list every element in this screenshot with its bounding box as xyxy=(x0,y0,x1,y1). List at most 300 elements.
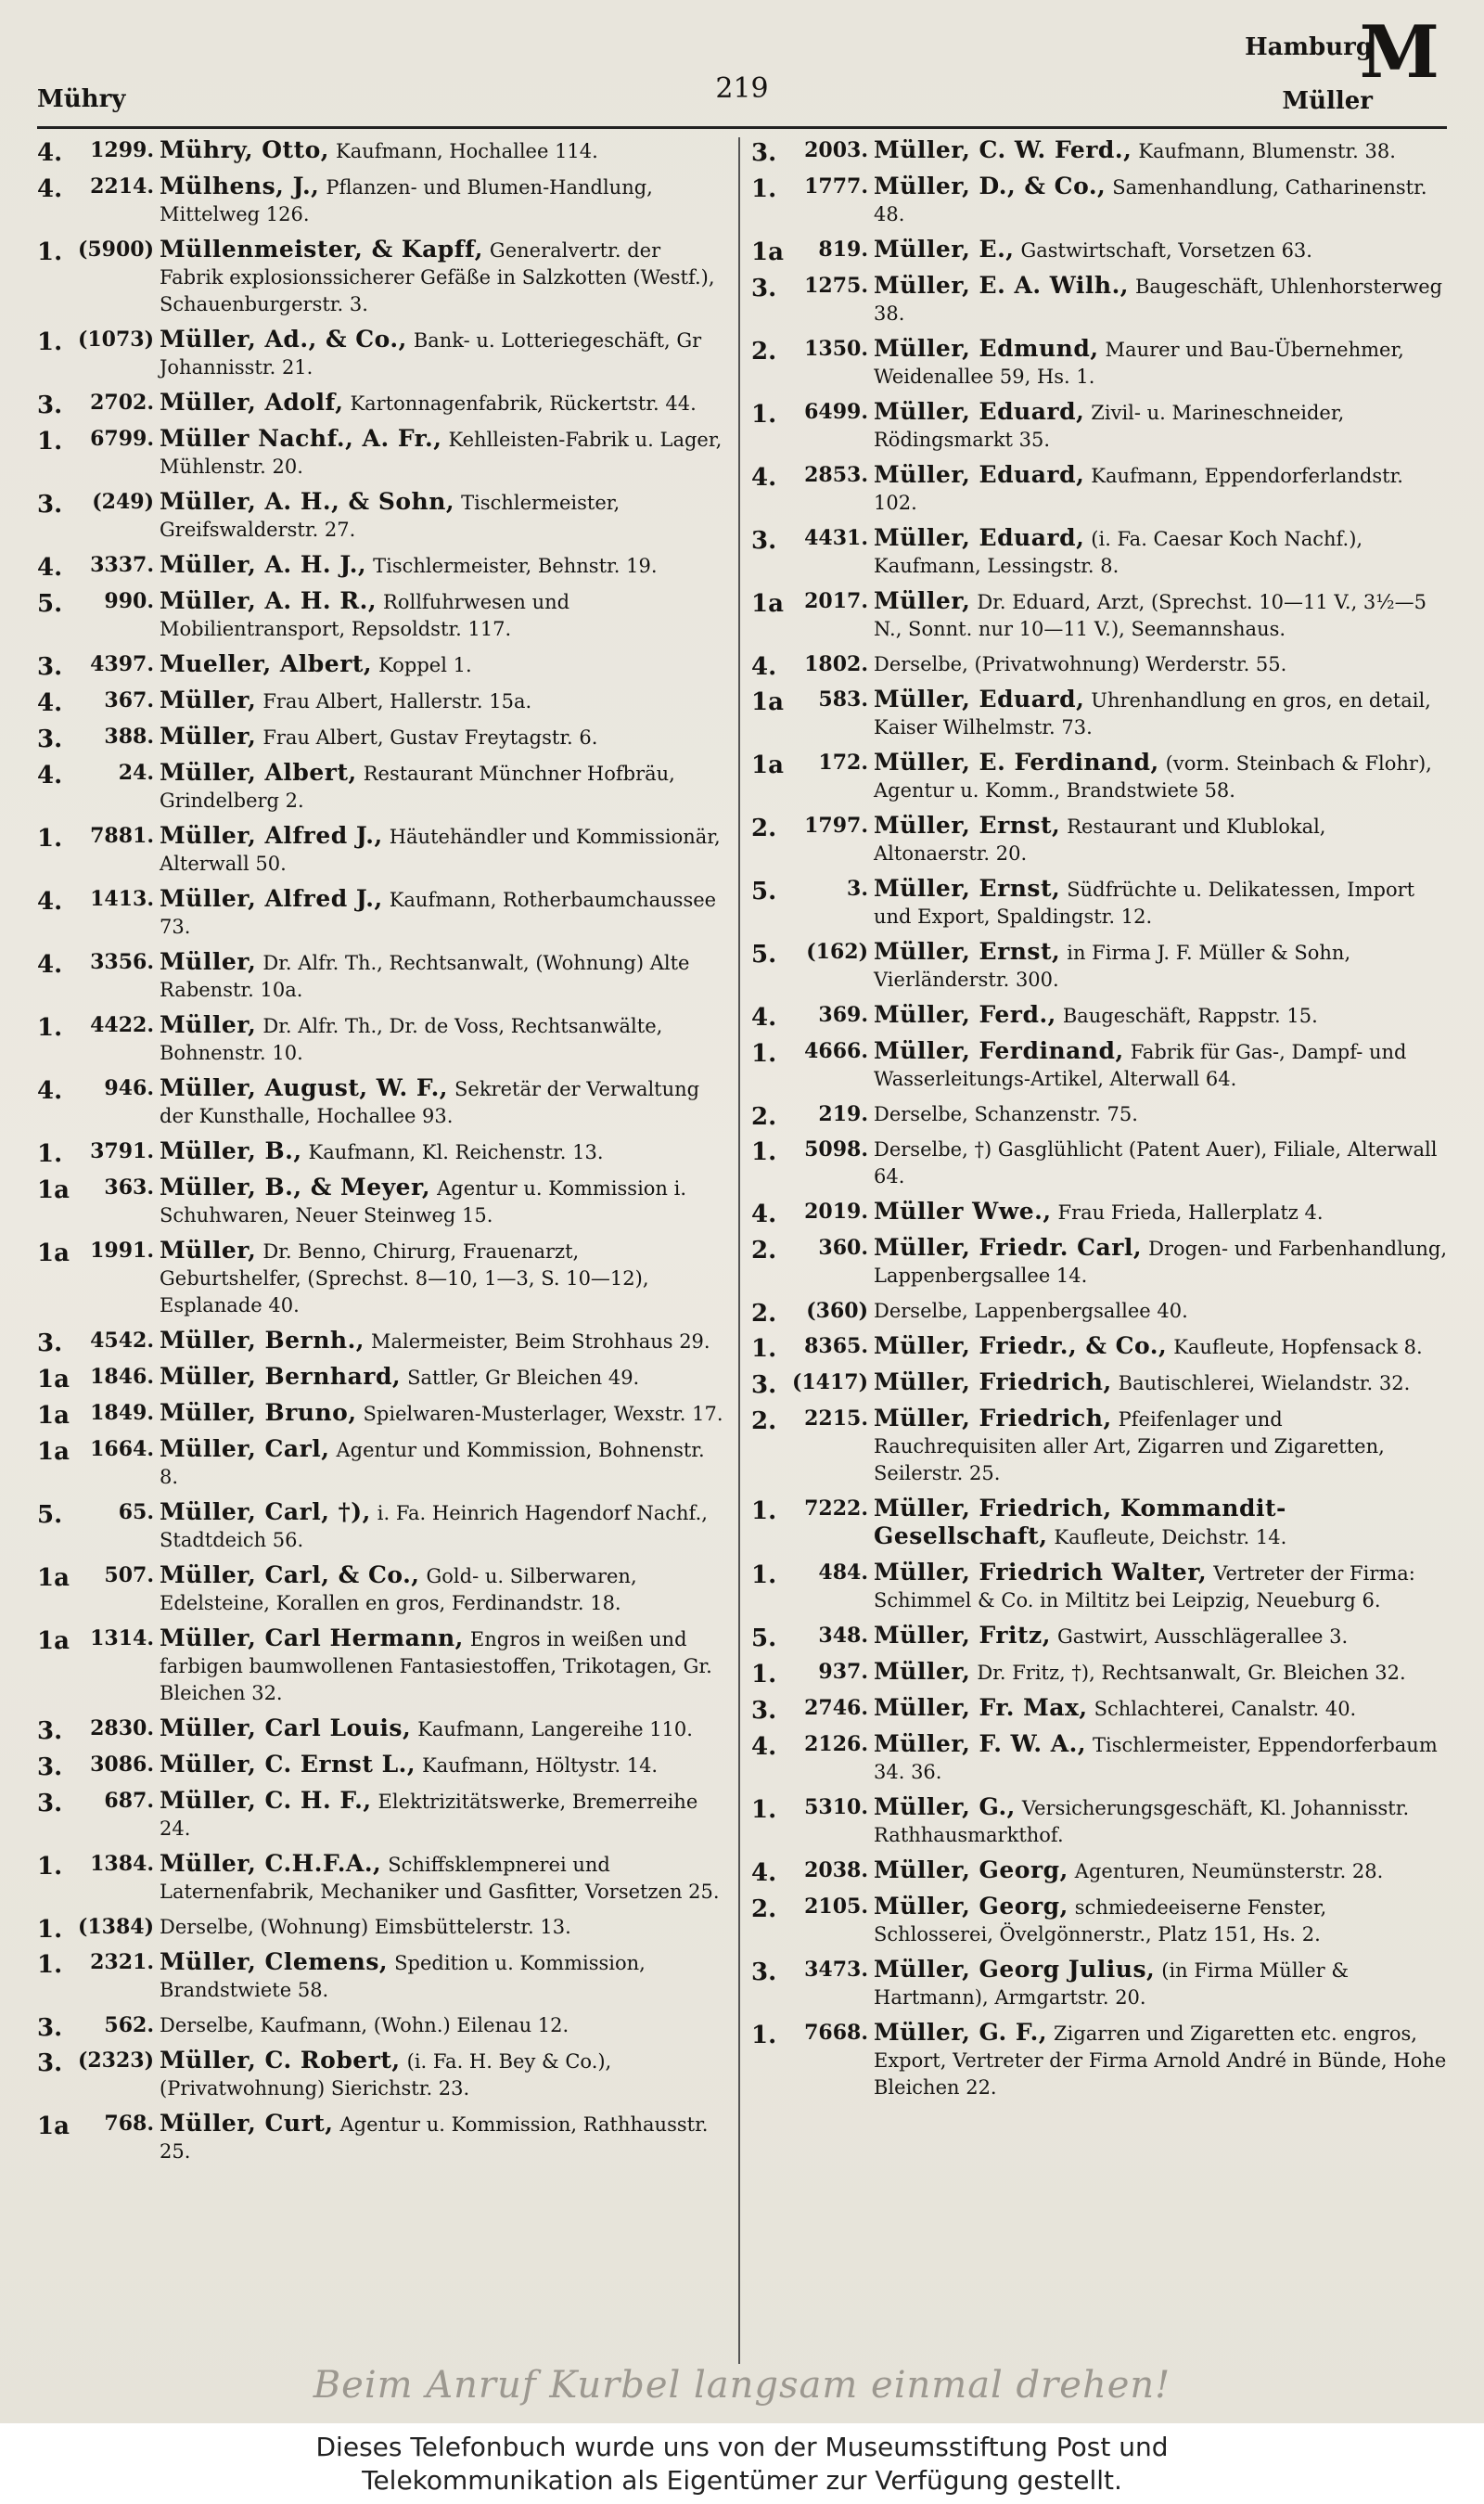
directory-entry xyxy=(751,1298,1447,1328)
exchange-class: 1a xyxy=(37,2112,70,2140)
exchange-class: 3. xyxy=(37,2014,63,2042)
subscriber-details: Derselbe, Schanzenstr. 75. xyxy=(874,1103,1138,1125)
subscriber-name: Mülhens, J., xyxy=(160,173,320,199)
phone-number: (162) xyxy=(806,940,868,964)
exchange-class: 1a xyxy=(37,1438,70,1466)
phone-number: 24. xyxy=(118,761,154,785)
subscriber-details: Kaufleute, Hopfensack 8. xyxy=(1173,1336,1423,1358)
exchange-class: 1. xyxy=(751,1561,777,1589)
exchange-class: 1. xyxy=(37,1014,63,1042)
exchange-class: 3. xyxy=(37,1753,63,1781)
exchange-class: 1a xyxy=(37,1239,70,1267)
subscriber-details: Tischlermeister, Greifswalderstr. 27. xyxy=(160,492,620,541)
subscriber-details: Kartonnagenfabrik, Rückertstr. 44. xyxy=(350,392,697,415)
subscriber-details: Dr. Alfr. Th., Rechtsanwalt, (Wohnung) Alte Rabenstr. 10a. xyxy=(160,952,690,1001)
phone-number: 937. xyxy=(818,1660,868,1684)
exchange-class: 4. xyxy=(37,554,63,582)
phone-number: 2702. xyxy=(90,391,154,415)
phone-number: 3791. xyxy=(90,1139,154,1163)
subscriber-details: Derselbe, †) Gasglühlicht (Patent Auer), Filiale, Alterwall 64. xyxy=(874,1138,1438,1188)
exchange-class: 5. xyxy=(751,1624,777,1652)
directory-entry xyxy=(751,1894,1447,1948)
phone-number: 1797. xyxy=(804,814,868,838)
phone-number: 6499. xyxy=(804,400,868,424)
phone-number: 4422. xyxy=(90,1013,154,1037)
directory-entry xyxy=(751,1038,1447,1093)
directory-entry xyxy=(751,1857,1447,1885)
phone-number: 3337. xyxy=(90,553,154,577)
phone-number: (1384) xyxy=(77,1915,154,1939)
exchange-class: 1. xyxy=(37,1951,63,1979)
exchange-class: 3. xyxy=(751,1958,777,1986)
exchange-class: 3. xyxy=(37,726,63,753)
phone-number: 1802. xyxy=(804,652,868,676)
subscriber-details: Kaufmann, Höltystr. 14. xyxy=(422,1754,659,1777)
phone-number: 3. xyxy=(847,877,868,901)
subscriber-name: Müller, Bruno, xyxy=(160,1399,357,1426)
directory-entry xyxy=(37,949,725,1004)
directory-entry xyxy=(37,1138,725,1166)
exchange-class: 4. xyxy=(37,951,63,979)
directory-entry xyxy=(751,588,1447,643)
subscriber-details: Derselbe, Lappenbergsallee 40. xyxy=(874,1300,1188,1322)
phone-number: 819. xyxy=(818,238,868,262)
exchange-class: 3. xyxy=(37,1717,63,1745)
exchange-class: 3. xyxy=(37,2049,63,2077)
exchange-class: 2. xyxy=(751,1895,777,1923)
phone-number: 3356. xyxy=(90,950,154,974)
subscriber-details: (vorm. Steinbach & Flohr), Agentur u. Komm., Brandstwiete 58. xyxy=(874,752,1432,802)
subscriber-details: Agentur u. Kommission, Rathhausstr. 25. xyxy=(160,2113,709,2163)
subscriber-name: Müller, Bernhard, xyxy=(160,1363,402,1390)
subscriber-details: (i. Fa. Caesar Koch Nachf.), Kaufmann, Lessingstr. 8. xyxy=(874,528,1363,577)
subscriber-name: Müller, A. H. J., xyxy=(160,551,367,578)
directory-entry xyxy=(751,1496,1447,1551)
directory-entry xyxy=(37,724,725,751)
subscriber-details: Sekretär der Verwaltung der Kunsthalle, Hochallee 93. xyxy=(160,1078,700,1127)
subscriber-name: Müller, A. H., & Sohn, xyxy=(160,488,455,515)
exchange-class: 1. xyxy=(37,238,63,266)
phone-number: 4666. xyxy=(804,1039,868,1063)
phone-number: (1417) xyxy=(791,1370,868,1394)
subscriber-details: Versicherungsgeschäft, Kl. Johannisstr. Rathhausmarkthof. xyxy=(874,1797,1410,1846)
phone-number: 687. xyxy=(104,1789,154,1813)
subscriber-name: Müller, xyxy=(160,687,257,713)
exchange-class: 1a xyxy=(37,1366,70,1393)
phone-number: 348. xyxy=(818,1624,868,1648)
exchange-class: 1a xyxy=(37,1176,70,1204)
subscriber-name: Müller, Edmund, xyxy=(874,335,1099,362)
phone-number: 7222. xyxy=(804,1496,868,1521)
directory-entry xyxy=(37,2111,725,2165)
exchange-class: 3. xyxy=(37,1329,63,1357)
subscriber-details: Maurer und Bau-Übernehmer, Weidenallee 59, Hs. 1. xyxy=(874,339,1404,388)
subscriber-details: Koppel 1. xyxy=(378,654,472,676)
phone-number: 2853. xyxy=(804,463,868,487)
exchange-class: 1a xyxy=(751,751,784,779)
subscriber-details: Malermeister, Beim Strohhaus 29. xyxy=(370,1330,710,1353)
subscriber-details: Vertreter der Firma: Schimmel & Co. in Miltitz bei Leipzig, Neueburg 6. xyxy=(874,1562,1415,1612)
exchange-class: 3. xyxy=(37,1790,63,1817)
exchange-class: 3. xyxy=(751,527,777,555)
subscriber-name: Müller, Alfred J., xyxy=(160,885,383,912)
subscriber-details: Baugeschäft, Uhlenhorsterweg 38. xyxy=(874,276,1443,325)
exchange-class: 4. xyxy=(751,464,777,492)
exchange-class: 4. xyxy=(751,1201,777,1228)
subscriber-details: Fabrik für Gas-, Dampf- und Wasserleitungs-Artikel, Alterwall 64. xyxy=(874,1041,1407,1090)
subscriber-details: Frau Albert, Gustav Freytagstr. 6. xyxy=(262,726,598,749)
subscriber-name: Müller, Adolf, xyxy=(160,389,344,416)
directory-entry xyxy=(37,2012,725,2042)
subscriber-name: Müller, Carl Louis, xyxy=(160,1714,412,1741)
subscriber-details: Südfrüchte u. Delikatessen, Import und Export, Spaldingstr. 12. xyxy=(874,879,1415,928)
subscriber-name: Müller, xyxy=(874,587,971,614)
phone-number: 3086. xyxy=(90,1753,154,1777)
subscriber-details: Kaufmann, Kl. Reichenstr. 13. xyxy=(308,1141,604,1163)
phone-number: 388. xyxy=(104,725,154,749)
subscriber-name: Müller, Friedrich, xyxy=(874,1368,1112,1395)
phone-number: 1849. xyxy=(90,1401,154,1425)
directory-entry xyxy=(37,1328,725,1355)
phone-number: 7881. xyxy=(90,824,154,848)
donation-caption xyxy=(0,2423,1484,2504)
directory-entry xyxy=(751,939,1447,994)
subscriber-details: Spedition u. Kommission, Brandstwiete 58. xyxy=(160,1952,646,2001)
subscriber-name: Müller, Carl, †), xyxy=(160,1498,371,1525)
directory-entry xyxy=(751,687,1447,741)
subscriber-name: Müller, Ernst, xyxy=(874,875,1061,902)
subscriber-details: in Firma J. F. Müller & Sohn, Vierländerstr. 300. xyxy=(874,942,1351,991)
directory-entry xyxy=(751,1794,1447,1849)
phone-number: 65. xyxy=(118,1500,154,1524)
subscriber-details: Gastwirt, Ausschlägerallee 3. xyxy=(1056,1625,1349,1648)
subscriber-details: Gold- u. Silberwaren, Edelsteine, Korallen en gros, Ferdinandstr. 18. xyxy=(160,1565,637,1614)
exchange-class: 4. xyxy=(751,1733,777,1761)
exchange-class: 1a xyxy=(751,688,784,716)
subscriber-name: Müller, Bernh., xyxy=(160,1327,365,1354)
directory-entry xyxy=(37,1364,725,1392)
running-head-left: Mühry xyxy=(37,85,126,113)
exchange-class: 4. xyxy=(751,1004,777,1032)
directory-entry xyxy=(37,1625,725,1707)
subscriber-name: Müller, Albert, xyxy=(160,759,357,786)
subscriber-name: Müller, Ernst, xyxy=(874,812,1061,839)
phone-number: 4542. xyxy=(90,1329,154,1353)
subscriber-details: Restaurant und Klublokal, Altonaerstr. 20. xyxy=(874,815,1326,865)
directory-entry xyxy=(37,1436,725,1491)
phone-number: (1073) xyxy=(77,327,154,352)
subscriber-name: Müller, Clemens, xyxy=(160,1948,389,1975)
subscriber-details: Tischlermeister, Behnstr. 19. xyxy=(373,555,658,577)
subscriber-name: Müller, A. H. R., xyxy=(160,587,377,614)
subscriber-name: Müller, Alfred J., xyxy=(160,822,383,849)
subscriber-name: Müller, Carl, & Co., xyxy=(160,1561,420,1588)
exchange-class: 5. xyxy=(751,941,777,969)
subscriber-details: Baugeschäft, Rappstr. 15. xyxy=(1062,1005,1318,1027)
subscriber-details: Kaufmann, Rotherbaumchaussee 73. xyxy=(160,889,717,938)
directory-entry xyxy=(751,750,1447,804)
exchange-class: 4. xyxy=(751,653,777,681)
subscriber-name: Müller, D., & Co., xyxy=(874,173,1107,199)
phone-number: 990. xyxy=(104,589,154,613)
directory-entry xyxy=(751,813,1447,867)
subscriber-details: schmiedeeiserne Fenster, Schlosserei, Övelgönnerstr., Platz 151, Hs. 2. xyxy=(874,1896,1327,1945)
directory-entry xyxy=(37,1175,725,1229)
directory-entry xyxy=(37,2048,725,2102)
subscriber-name: Müller Nachf., A. Fr., xyxy=(160,425,442,452)
subscriber-details: Restaurant Münchner Hofbräu, Grindelberg 2. xyxy=(160,763,675,812)
directory-entry xyxy=(751,1136,1447,1190)
directory-entry xyxy=(37,489,725,544)
subscriber-name: Müller, xyxy=(874,1658,971,1685)
subscriber-name: Müller, Fritz, xyxy=(874,1622,1051,1649)
subscriber-name: Müller, E., xyxy=(874,236,1015,263)
exchange-class: 1a xyxy=(751,238,784,266)
phone-number: 360. xyxy=(818,1236,868,1260)
subscriber-details: Kaufmann, Langereihe 110. xyxy=(417,1718,693,1740)
subscriber-name: Müller, Fr. Max, xyxy=(874,1694,1088,1721)
directory-entry xyxy=(751,137,1447,165)
subscriber-details: Kehlleisten-Fabrik u. Lager, Mühlenstr. 20. xyxy=(160,429,723,478)
exchange-class: 2. xyxy=(751,1103,777,1131)
phone-number: (360) xyxy=(806,1299,868,1323)
phone-number: 363. xyxy=(104,1175,154,1200)
directory-entry xyxy=(37,137,725,165)
subscriber-details: Pfeifenlager und Rauchrequisiten aller Art, Zigarren und Zigaretten, Seilerstr. 25. xyxy=(874,1408,1385,1484)
subscriber-details: Engros in weißen und farbigen baumwollenen Fantasiestoffen, Trikotagen, Gr. Bleichen 32. xyxy=(160,1628,712,1704)
subscriber-details: Kaufleute, Deichstr. 14. xyxy=(1054,1526,1287,1548)
exchange-class: 1. xyxy=(37,825,63,853)
subscriber-name: Müller, Georg, xyxy=(874,1893,1068,1920)
phone-number: 1846. xyxy=(90,1365,154,1389)
exchange-class: 3. xyxy=(37,491,63,519)
footer-notice: Beim Anruf Kurbel langsam einmal drehen! xyxy=(313,2364,1171,2407)
exchange-class: 1a xyxy=(751,590,784,618)
subscriber-name: Müller, Eduard, xyxy=(874,686,1085,713)
subscriber-name: Müller, xyxy=(160,1237,257,1264)
directory-entry xyxy=(37,651,725,679)
exchange-class: 4. xyxy=(37,762,63,790)
subscriber-details: Agentur u. Kommission i. Schuhwaren, Neuer Steinweg 15. xyxy=(160,1177,687,1226)
phone-number: 8365. xyxy=(804,1334,868,1358)
phone-number: 484. xyxy=(818,1560,868,1585)
phone-number: 172. xyxy=(818,751,868,775)
phone-number: (5900) xyxy=(77,238,154,262)
exchange-class: 1. xyxy=(37,1853,63,1881)
phone-number: 5310. xyxy=(804,1795,868,1819)
subscriber-details: Uhrenhandlung en gros, en detail, Kaiser Wilhelmstr. 73. xyxy=(874,689,1431,738)
exchange-class: 1. xyxy=(751,1335,777,1363)
phone-number: 2017. xyxy=(804,589,868,613)
directory-entry xyxy=(37,1400,725,1428)
exchange-class: 1. xyxy=(751,401,777,429)
phone-number: 2019. xyxy=(804,1200,868,1224)
phone-number: 219. xyxy=(818,1102,868,1126)
subscriber-name: Müller, Eduard, xyxy=(874,524,1085,551)
phone-number: 768. xyxy=(104,2112,154,2136)
directory-entry xyxy=(37,886,725,941)
subscriber-name: Müller, F. W. A., xyxy=(874,1730,1087,1757)
phone-number: 562. xyxy=(104,2013,154,2037)
subscriber-details: Derselbe, Kaufmann, (Wohn.) Eilenau 12. xyxy=(160,2014,569,2036)
directory-entry xyxy=(751,1731,1447,1786)
exchange-class: 1. xyxy=(37,328,63,356)
exchange-class: 4. xyxy=(37,139,63,167)
directory-entry xyxy=(37,552,725,580)
exchange-class: 2. xyxy=(751,1237,777,1265)
exchange-class: 1. xyxy=(751,1796,777,1824)
subscriber-details: Agentur und Kommission, Bohnenstr. 8. xyxy=(160,1439,705,1488)
phone-number: 4397. xyxy=(90,652,154,676)
phone-number: 1777. xyxy=(804,174,868,199)
directory-entry xyxy=(751,1695,1447,1723)
phone-number: 583. xyxy=(818,687,868,712)
city-name: Hamburg xyxy=(1245,33,1373,61)
directory-entry xyxy=(751,876,1447,931)
exchange-class: 2. xyxy=(751,1300,777,1328)
phone-number: 1299. xyxy=(90,138,154,162)
exchange-class: 3. xyxy=(751,1371,777,1399)
subscriber-details: Pflanzen- und Blumen-Handlung, Mittelweg 126. xyxy=(160,176,653,225)
subscriber-details: Dr. Eduard, Arzt, (Sprechst. 10—11 V., 3½—5 N., Sonnt. nur 10—11 V.), Seemannshaus. xyxy=(874,591,1426,640)
subscriber-name: Müller, Ferd., xyxy=(874,1001,1056,1028)
directory-entry xyxy=(751,399,1447,454)
exchange-class: 1. xyxy=(751,2022,777,2049)
subscriber-name: Müller, Curt, xyxy=(160,2110,334,2137)
subscriber-details: Kaufmann, Hochallee 114. xyxy=(336,140,598,162)
running-head-right xyxy=(1245,20,1373,128)
exchange-class: 5. xyxy=(751,878,777,905)
subscriber-details: i. Fa. Heinrich Hagendorf Nachf., Stadtdeich 56. xyxy=(160,1502,708,1551)
phone-number: 3473. xyxy=(804,1958,868,1982)
subscriber-name: Müller, C. W. Ferd., xyxy=(874,136,1132,163)
directory-entry xyxy=(37,426,725,481)
subscriber-details: Schiffsklempnerei und Laternenfabrik, Mechaniker und Gasfitter, Vorsetzen 25. xyxy=(160,1854,720,1903)
exchange-class: 5. xyxy=(37,1501,63,1529)
subscriber-details: Tischlermeister, Eppendorferbaum 34. 36. xyxy=(874,1734,1438,1783)
exchange-class: 1. xyxy=(751,175,777,203)
phone-number: 367. xyxy=(104,688,154,713)
exchange-class: 4. xyxy=(37,888,63,916)
subscriber-name: Mühry, Otto, xyxy=(160,136,329,163)
directory-entry xyxy=(751,1235,1447,1290)
phone-number: 1350. xyxy=(804,337,868,361)
subscriber-details: Gastwirtschaft, Vorsetzen 63. xyxy=(1020,239,1312,262)
directory-entry xyxy=(37,823,725,878)
subscriber-name: Müller, C.H.F.A., xyxy=(160,1850,382,1877)
directory-entry xyxy=(37,173,725,228)
subscriber-details: Derselbe, (Wohnung) Eimsbüttelerstr. 13. xyxy=(160,1916,571,1938)
phone-number: 2215. xyxy=(804,1406,868,1431)
subscriber-name: Müller, Ferdinand, xyxy=(874,1037,1124,1064)
running-head-surname: Müller xyxy=(1282,87,1373,115)
subscriber-name: Müller, xyxy=(160,1011,257,1038)
exchange-class: 2. xyxy=(751,815,777,842)
caption-line-1: Dieses Telefonbuch wurde uns von der Museumsstiftung Post und xyxy=(315,2432,1169,2462)
subscriber-name: Müller, Ernst, xyxy=(874,938,1061,965)
subscriber-name: Müller, E. Ferdinand, xyxy=(874,749,1159,776)
subscriber-details: Dr. Fritz, †), Rechtsanwalt, Gr. Bleichen 32. xyxy=(977,1662,1406,1684)
subscriber-details: (i. Fa. H. Bey & Co.), (Privatwohnung) Sierichstr. 23. xyxy=(160,2050,612,2100)
phone-number: 2003. xyxy=(804,138,868,162)
subscriber-details: Zivil- u. Marineschneider, Rödingsmarkt 35. xyxy=(874,402,1345,451)
phone-number: (2323) xyxy=(77,2048,154,2073)
subscriber-details: Frau Frieda, Hallerplatz 4. xyxy=(1057,1201,1324,1224)
subscriber-details: Derselbe, (Privatwohnung) Werderstr. 55. xyxy=(874,653,1287,675)
directory-entry xyxy=(751,462,1447,517)
exchange-class: 4. xyxy=(37,689,63,717)
directory-entry xyxy=(37,1851,725,1906)
directory-entry xyxy=(751,1406,1447,1487)
directory-entry xyxy=(37,1752,725,1779)
subscriber-name: Müller, G., xyxy=(874,1793,1016,1820)
phone-number: 1314. xyxy=(90,1626,154,1650)
phone-number: 7668. xyxy=(804,2021,868,2045)
directory-entry xyxy=(37,1238,725,1319)
subscriber-details: Bautischlerei, Wielandstr. 32. xyxy=(1118,1372,1411,1394)
phone-number: 5098. xyxy=(804,1137,868,1162)
subscriber-details: Frau Albert, Hallerstr. 15a. xyxy=(262,690,532,713)
subscriber-name: Müller Wwe., xyxy=(874,1198,1052,1225)
directory-entry xyxy=(751,2020,1447,2101)
directory-entry xyxy=(37,1075,725,1130)
directory-entry xyxy=(751,336,1447,391)
exchange-class: 4. xyxy=(37,175,63,203)
exchange-class: 1a xyxy=(37,1627,70,1655)
directory-entry xyxy=(751,237,1447,264)
subscriber-name: Müller, Friedr. Carl, xyxy=(874,1234,1143,1261)
subscriber-name: Müller, xyxy=(160,723,257,750)
exchange-class: 1a xyxy=(37,1402,70,1430)
exchange-class: 1. xyxy=(37,1140,63,1168)
directory-entry xyxy=(37,1949,725,2004)
exchange-class: 1. xyxy=(751,1661,777,1689)
directory-entry xyxy=(751,1333,1447,1361)
directory-entry xyxy=(751,525,1447,580)
subscriber-details: Bank- u. Lotteriegeschäft, Gr Johannisstr. 21. xyxy=(160,329,702,379)
subscriber-name: Müller, Ad., & Co., xyxy=(160,326,407,353)
exchange-class: 1. xyxy=(37,1916,63,1944)
subscriber-name: Müller, August, W. F., xyxy=(160,1074,448,1101)
exchange-class: 3. xyxy=(37,392,63,419)
directory-entry xyxy=(37,1562,725,1617)
phone-number: 369. xyxy=(818,1003,868,1027)
directory-entry xyxy=(37,1788,725,1843)
phone-number: 2105. xyxy=(804,1894,868,1919)
subscriber-name: Müller, Carl Hermann, xyxy=(160,1624,464,1651)
subscriber-name: Müller, C. H. F., xyxy=(160,1787,372,1814)
phone-number: 2746. xyxy=(804,1696,868,1720)
subscriber-name: Müller, B., xyxy=(160,1137,302,1164)
exchange-class: 1. xyxy=(751,1497,777,1525)
subscriber-name: Müllenmeister, & Kapff, xyxy=(160,236,483,263)
exchange-class: 4. xyxy=(751,1859,777,1887)
subscriber-details: Dr. Benno, Chirurg, Frauenarzt, Geburtshelfer, (Sprechst. 8—10, 1—3, S. 10—12), Esplanade 40. xyxy=(160,1240,649,1316)
phone-number: 2830. xyxy=(90,1716,154,1740)
directory-entry xyxy=(751,1659,1447,1687)
subscriber-name: Müller, E. A. Wilh., xyxy=(874,272,1129,299)
phone-number: 2321. xyxy=(90,1950,154,1974)
directory-entry xyxy=(751,651,1447,681)
subscriber-details: Häutehändler und Kommissionär, Alterwall 50. xyxy=(160,826,721,875)
exchange-class: 3. xyxy=(37,653,63,681)
exchange-class: 5. xyxy=(37,590,63,618)
subscriber-name: Mueller, Albert, xyxy=(160,650,373,677)
subscriber-name: Müller, C. Robert, xyxy=(160,2047,401,2074)
subscriber-details: Rollfuhrwesen und Mobilientransport, Repsoldstr. 117. xyxy=(160,591,570,640)
subscriber-name: Müller, Carl, xyxy=(160,1435,330,1462)
subscriber-name: Müller, G. F., xyxy=(874,2019,1048,2046)
